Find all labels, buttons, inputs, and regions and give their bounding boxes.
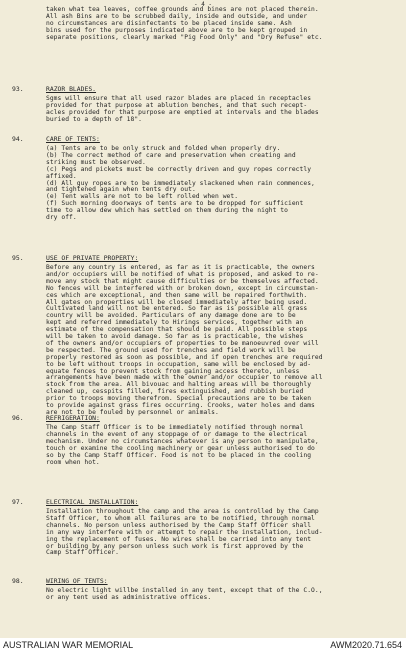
text-line: All gates on properties will be closed immediately after being used. [46,298,308,306]
paragraph-number: 95. [12,254,24,262]
text-line: Camp Staff Officer. [46,549,119,557]
text-line: No electric light willbe installed in any tent, except that of the C.O., [46,587,323,594]
text-line: properly restored as soon as possible, and if open trenches are required [46,353,323,361]
text-line: in any way interfere with or attempt to repair the installation, includ- [46,528,323,536]
text-line: taken what tea leaves, coffee grounds and bines are not placed therein. [46,6,319,13]
text-line: are not to be fouled by personnel or animals. [46,408,219,416]
text-line: mechanism. Under no circumstances whatever is any person to manipulate, [46,437,319,445]
archive-footer [0,638,406,653]
section-heading: ELECTRICAL INSTALLATION: [46,498,139,506]
text-line: (a) Tents are to be only struck and folded when properly dry. [46,145,281,152]
text-line: move any stock that might cause difficulties or be themselves affected. [46,277,319,285]
text-line: kept and referred immediately to Hirings services, together with an [46,319,304,327]
section-heading: RAZOR BLADES. [46,85,97,93]
text-line: dry off. [46,214,77,221]
text-line: channels. No person unless authorised by the Camp Staff Officer shall [46,521,312,529]
text-line: Before any country is entered, as far as it is practicable, the owners [46,264,315,271]
text-line: striking must be observed. [46,158,146,166]
section-heading: CARE OF TENTS: [46,135,100,143]
section-heading: WIRING OF TENTS: [46,577,108,585]
paragraph-number: 93. [12,85,24,93]
text-line: Sgms will ensure that all used razor blades are placed in receptacles [46,95,312,102]
text-line: country will be avoided. Particulars of any damage done are to be [46,312,296,320]
archive-reference: AWM2020.71.654 [330,640,402,650]
text-line: channels in the event of any stoppage of or damage to the electrical [46,430,308,438]
text-line: All ash Bins are to be scrubbed daily, inside and outside, and under [46,12,308,20]
archive-name: AUSTRALIAN WAR MEMORIAL [3,640,134,650]
text-line: (c) Pegs and pickets must be correctly driven and guy ropes correctly [46,165,312,173]
text-line: prior to troops moving therefrom. Special precautions are to be taken [46,395,312,403]
text-line: stock from the area. All bivouac and halting areas will be thoroughly [46,381,312,389]
text-line: affixed. [46,172,77,180]
text-line: ces which are exceptional, and then same will be repaired forthwith. [46,291,308,299]
text-line: of the owners and/or occupiers of properties to be manoeuvred over will [46,339,319,347]
text-line: The Camp Staff Officer is to be immediately notified through normal [46,424,304,431]
text-line: and/or occupiers will be notified of what is proposed, and asked to re- [46,270,319,278]
text-line: ing the replacement of fuses. No wires shall be carried into any tent [46,535,312,543]
text-line: (e) Tent walls are not to be left rolled when wet. [46,193,239,201]
text-line: to be left without troops in occupation, same will be enclosed by ad- [46,360,312,368]
text-line: to provide against grass fires occurring. Crooks, water holes and dams [46,402,315,409]
text-line: Installation throughout the camp and the area is controlled by the Camp [46,508,319,515]
page-number: - 4 - [193,1,213,8]
paragraph-number: 96. [12,414,24,422]
text-line: (f) Such morning doorways of tents are to be dropped for sufficient [46,200,304,208]
text-line: Staff Officer, to whom all failures are to be notified, through normal [46,514,315,522]
section-heading: USE OF PRIVATE PROPERTY: [46,254,139,262]
text-line: estimate of the compensation that should be paid. All possible steps [46,326,308,334]
text-line: no circumstances are disinfectants to be placed inside same. Ash [46,19,292,27]
text-line: arrangements have been made with the owner and/or occupier to remove all [46,374,323,382]
paragraph-number: 97. [12,498,24,506]
text-line: so by the Camp Staff Officer. Food is not to be placed in the cooling [46,451,312,459]
text-line: room when hot. [46,458,100,466]
text-line: be respected. The ground used for trenches and field work will be [46,346,296,354]
text-line: touch or examine the cooling machinery or gear unless authorised to do [46,444,315,452]
text-line: and tightened again when tents dry out. [46,186,196,194]
text-line: or building by any person unless such work is first approved by the [46,542,304,550]
text-line: equate fences to prevent stock from gaining access thereto, unless [46,367,300,375]
text-line: (d) All guy ropes are to be immediately slackened when rain commences, [46,179,315,187]
text-line: will be taken to avoid damage. So far as is practicable, the wishes [46,333,304,340]
text-line: acles provided for that purpose are emptied at intervals and the blades [46,108,319,116]
text-line: (b) The correct method of care and preservation when creating and [46,151,296,159]
text-line: bins used for the purposes indicated above are to be kept grouped in [46,26,308,34]
paragraph-number: 98. [12,577,24,585]
text-line: cleaned up, cesspits filled, fires extinguished, and rubbish buried [46,388,304,396]
text-line: No fences will be interfered with or broken down, except in circumstan- [46,284,319,292]
text-line: or any tent used as administrative offices. [46,593,212,601]
text-line: provided for that purpose at ablution benches, and that such recept- [46,101,308,109]
text-line: separate positions, clearly marked "Pig Food Only" and "Dry Refuse" etc. [46,33,323,41]
section-heading: REFRIGERATION: [46,414,100,422]
text-line: time to allow dew which has settled on them during the night to [46,207,288,215]
text-line: Cultivated land will not be entered. So far as is possible all grass [46,305,308,313]
paragraph-number: 94. [12,135,24,143]
text-line: buried to a depth of 18". [46,115,143,123]
